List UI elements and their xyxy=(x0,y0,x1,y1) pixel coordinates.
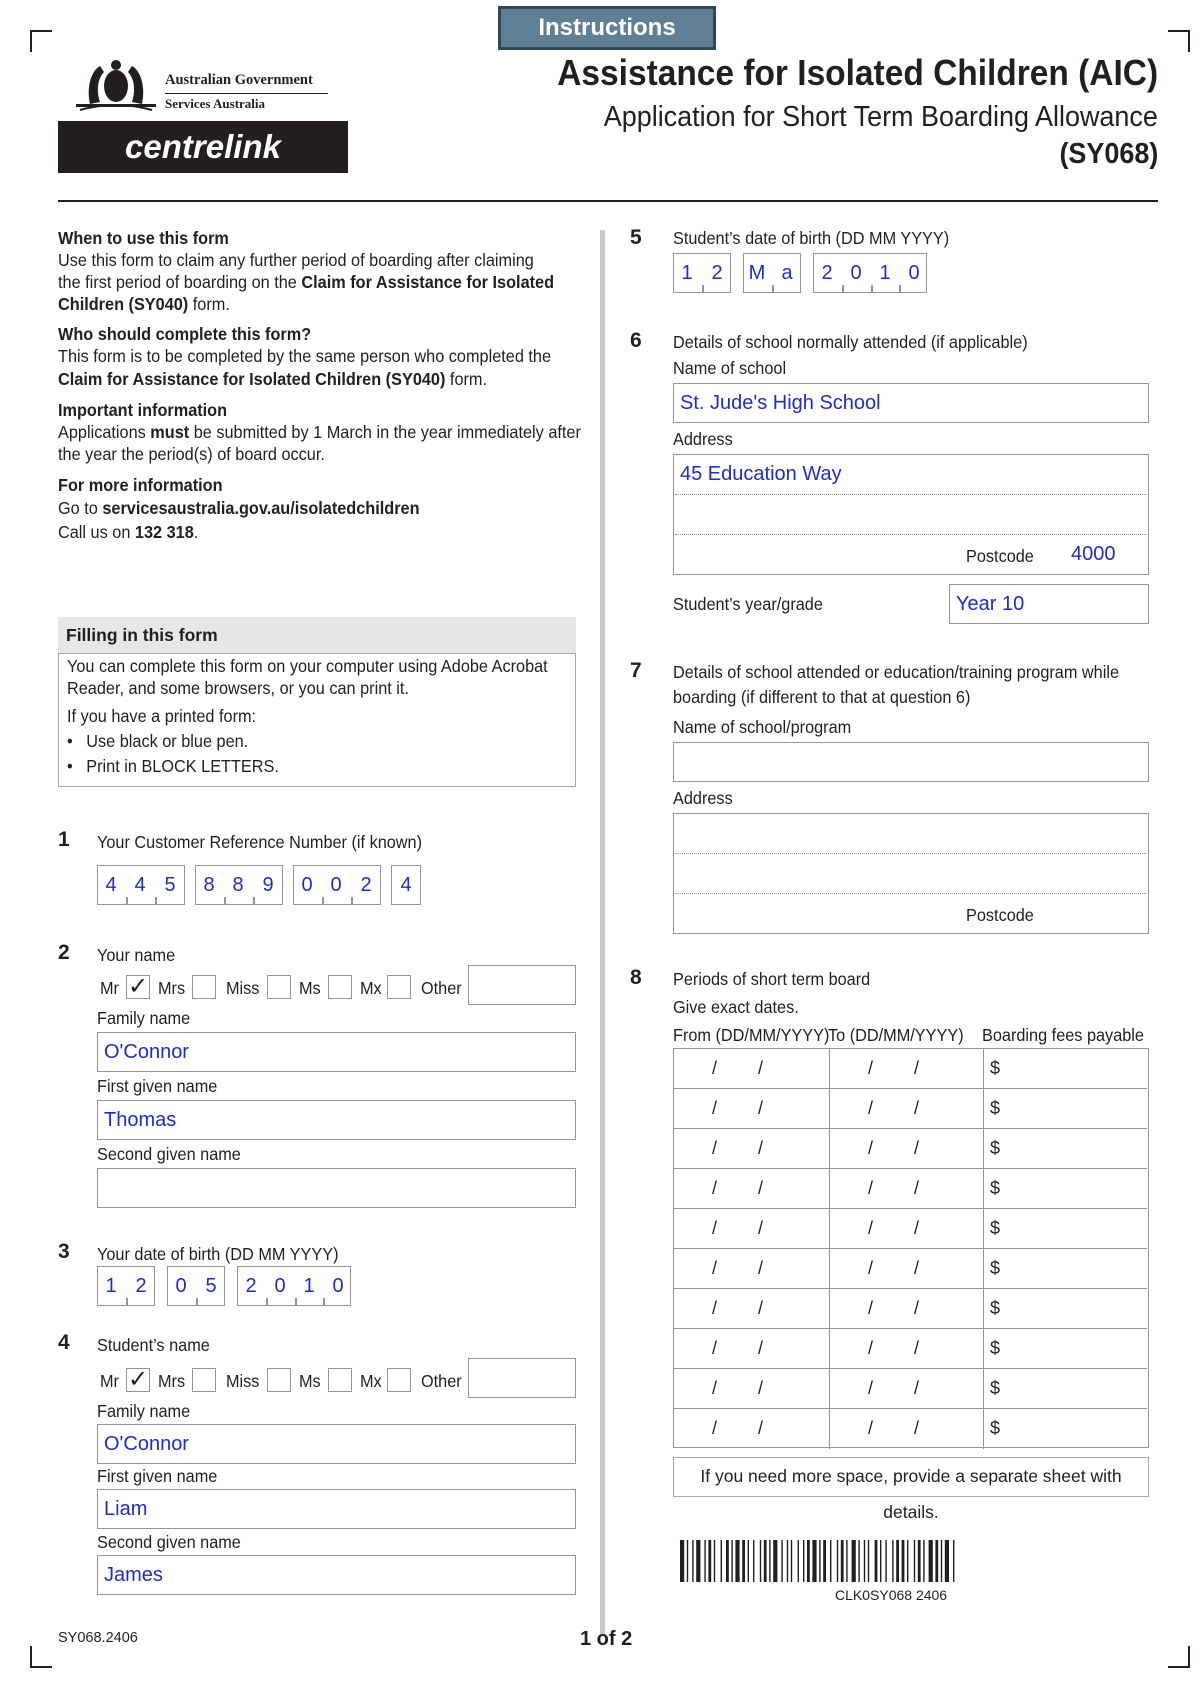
q2-title-other-label: Other xyxy=(421,978,462,998)
q8-number: 8 xyxy=(630,966,642,989)
date-separator: / xyxy=(868,1418,874,1438)
q2-first-value: Thomas xyxy=(104,1109,177,1131)
q5-digit: 1 xyxy=(879,262,891,284)
q4-title-mr-label: Mr xyxy=(100,1371,119,1391)
filling-line2: Reader, and some browsers, or you can print it. xyxy=(67,678,409,698)
phone-number: 132 318 xyxy=(134,522,194,542)
date-separator: / xyxy=(758,1098,764,1118)
barcode-image xyxy=(680,1540,1100,1582)
when-text-line2 xyxy=(58,271,554,293)
q3-digit: 0 xyxy=(332,1275,344,1297)
q4-miss-checkbox[interactable] xyxy=(267,1368,291,1392)
date-separator: / xyxy=(868,1378,874,1398)
q7-label-line1: Details of school attended or education/training program while xyxy=(673,662,1120,682)
q1-number: 1 xyxy=(58,828,70,851)
q5-digit: 2 xyxy=(711,262,723,284)
date-separator: / xyxy=(712,1178,718,1198)
q2-family-value: O'Connor xyxy=(104,1041,189,1063)
date-separator: / xyxy=(914,1218,920,1238)
q2-title-ms-label: Ms xyxy=(299,978,321,998)
q8-label: Periods of short term board xyxy=(673,969,871,989)
call-text: Call us on xyxy=(58,522,131,542)
q3-digit: 2 xyxy=(245,1275,257,1297)
filling-line1: You can complete this form on your computer using Adobe Acrobat xyxy=(67,656,548,676)
q2-mrs-checkbox[interactable] xyxy=(192,975,216,999)
date-separator: / xyxy=(712,1378,718,1398)
filling-bullet2: • Print in BLOCK LETTERS. xyxy=(67,756,279,776)
when-text-line3 xyxy=(58,293,230,315)
crn-digit: 9 xyxy=(262,874,274,896)
centrelink-logo: centrelink xyxy=(58,121,348,173)
crn-digit: 2 xyxy=(360,874,372,896)
header-rule xyxy=(58,200,1158,202)
q3-digit: 0 xyxy=(175,1275,187,1297)
date-separator: / xyxy=(868,1098,874,1118)
q5-label: Student’s date of birth (DD MM YYYY) xyxy=(673,228,950,248)
q2-title-miss-label: Miss xyxy=(226,978,260,998)
crn-digit: 4 xyxy=(134,874,146,896)
check-icon: ✓ xyxy=(127,1366,149,1393)
gov-name-line1: Australian Government xyxy=(165,72,313,88)
date-separator: / xyxy=(758,1418,764,1438)
when-form-name: Claim for Assistance for Isolated xyxy=(301,272,555,292)
q5-digit: a xyxy=(781,262,793,284)
board-fees-field[interactable] xyxy=(984,1289,1147,1329)
q8-col-fees: Boarding fees payable xyxy=(982,1025,1144,1045)
currency-symbol: $ xyxy=(990,1378,1001,1398)
q5-digit: 2 xyxy=(821,262,833,284)
column-divider xyxy=(600,230,605,1635)
board-to-date-field[interactable] xyxy=(830,1289,984,1329)
q7-label-line2: boarding (if different to that at question 6) xyxy=(673,687,971,707)
when-text-end: form. xyxy=(192,294,230,314)
date-separator: / xyxy=(868,1218,874,1238)
filling-bullet1: • Use black or blue pen. xyxy=(67,731,249,751)
date-separator: / xyxy=(914,1098,920,1118)
instructions-button[interactable]: Instructions xyxy=(498,6,716,50)
barcode-text: CLK0SY068 2406 xyxy=(835,1587,948,1603)
q6-label: Details of school normally attended (if applicable) xyxy=(673,332,1028,352)
crn-digit: 5 xyxy=(164,874,176,896)
board-from-date-field[interactable] xyxy=(674,1249,830,1289)
when-text-line1: Use this form to claim any further period of boarding after claiming xyxy=(58,250,534,270)
date-separator: / xyxy=(914,1338,920,1358)
important-line2: the year the period(s) of board occur. xyxy=(58,444,325,464)
q1-label: Your Customer Reference Number (if known) xyxy=(97,832,423,852)
board-period-row xyxy=(674,1369,1147,1409)
q6-school-value: St. Jude's High School xyxy=(680,392,881,414)
date-separator: / xyxy=(758,1338,764,1358)
q4-title-mrs-label: Mrs xyxy=(158,1371,186,1391)
q2-title-mx-label: Mx xyxy=(360,978,382,998)
q7-postcode-label: Postcode xyxy=(966,905,1034,925)
who-text-end: form. xyxy=(449,369,488,389)
q5-digit: 1 xyxy=(681,262,693,284)
gov-name-line2: Services Australia xyxy=(165,96,266,111)
board-fees-field[interactable] xyxy=(984,1129,1147,1169)
q4-ms-checkbox[interactable] xyxy=(328,1368,352,1392)
q5-digit: 0 xyxy=(850,262,862,284)
q8-sub: Give exact dates. xyxy=(673,997,799,1017)
date-separator: / xyxy=(868,1058,874,1078)
coat-of-arms-logo xyxy=(72,56,160,114)
currency-symbol: $ xyxy=(990,1098,1001,1118)
date-separator: / xyxy=(914,1298,920,1318)
board-from-date-field[interactable] xyxy=(674,1289,830,1329)
board-fees-field[interactable] xyxy=(984,1049,1147,1089)
who-text-line2 xyxy=(58,368,487,390)
q7-number: 7 xyxy=(630,659,642,682)
q4-mrs-checkbox[interactable] xyxy=(192,1368,216,1392)
more-info-phone-line xyxy=(58,521,198,543)
crn-digit: 8 xyxy=(203,874,215,896)
board-to-date-field[interactable] xyxy=(830,1049,984,1089)
q3-digit: 1 xyxy=(105,1275,117,1297)
form-title: Assistance for Isolated Children (AIC) xyxy=(557,52,1158,93)
crn-digit: 0 xyxy=(301,874,313,896)
q2-ms-checkbox[interactable] xyxy=(328,975,352,999)
when-heading: When to use this form xyxy=(58,228,229,248)
date-separator: / xyxy=(868,1178,874,1198)
q4-mr-checkbox[interactable] xyxy=(126,1368,150,1392)
more-space-note: If you need more space, provide a separate sheet with details. xyxy=(673,1457,1149,1497)
q2-second-label: Second given name xyxy=(97,1144,241,1164)
important-a: Applications xyxy=(58,422,146,442)
board-to-date-field[interactable] xyxy=(830,1169,984,1209)
date-separator: / xyxy=(758,1138,764,1158)
q4-first-label: First given name xyxy=(97,1466,218,1486)
board-period-row xyxy=(674,1289,1147,1329)
q3-digit: 2 xyxy=(135,1275,147,1297)
q5-number: 5 xyxy=(630,226,642,249)
q5-digit: M xyxy=(748,262,766,284)
q4-second-label: Second given name xyxy=(97,1532,241,1552)
currency-symbol: $ xyxy=(990,1298,1001,1318)
date-separator: / xyxy=(712,1058,718,1078)
board-to-date-field[interactable] xyxy=(830,1209,984,1249)
q6-year-label: Student’s year/grade xyxy=(673,594,823,614)
important-c: be submitted by 1 March in the year immediately after xyxy=(193,422,581,442)
date-separator: / xyxy=(868,1138,874,1158)
crn-digit: 8 xyxy=(232,874,244,896)
board-period-row xyxy=(674,1129,1147,1169)
who-heading: Who should complete this form? xyxy=(58,324,312,344)
q3-digit: 5 xyxy=(205,1275,217,1297)
form-code xyxy=(1059,138,1158,171)
board-from-date-field[interactable] xyxy=(674,1129,830,1169)
q4-second-name-field[interactable] xyxy=(97,1555,576,1595)
board-from-date-field[interactable] xyxy=(674,1409,830,1449)
date-separator: / xyxy=(712,1258,718,1278)
q4-other-title-field[interactable] xyxy=(468,1358,576,1398)
q5-digit: 0 xyxy=(908,262,920,284)
date-separator: / xyxy=(914,1058,920,1078)
date-separator: / xyxy=(914,1258,920,1278)
q4-label: Student’s name xyxy=(97,1335,210,1355)
board-from-date-field[interactable] xyxy=(674,1049,830,1089)
q2-number: 2 xyxy=(58,941,70,964)
q2-family-label: Family name xyxy=(97,1008,191,1028)
more-info-heading: For more information xyxy=(58,475,223,495)
filling-bullet1-text: Use black or blue pen. xyxy=(86,731,249,751)
q3-digit: 1 xyxy=(303,1275,315,1297)
q7-school-label: Name of school/program xyxy=(673,717,852,737)
when-text-a: the first period of boarding on the xyxy=(58,272,297,292)
q6-address-line1: 45 Education Way xyxy=(680,463,842,485)
q4-title-miss-label: Miss xyxy=(226,1371,260,1391)
q2-miss-checkbox[interactable] xyxy=(267,975,291,999)
q2-label: Your name xyxy=(97,945,176,965)
board-to-date-field[interactable] xyxy=(830,1409,984,1449)
crn-digit: 4 xyxy=(105,874,117,896)
board-period-row xyxy=(674,1049,1147,1089)
currency-symbol: $ xyxy=(990,1218,1001,1238)
q6-postcode-label: Postcode xyxy=(966,546,1034,566)
crop-mark-top-right xyxy=(1168,30,1190,52)
board-fees-field[interactable] xyxy=(984,1369,1147,1409)
phone-period: . xyxy=(193,522,199,542)
check-icon: ✓ xyxy=(127,973,149,1000)
q2-title-mr-label: Mr xyxy=(100,978,119,998)
board-fees-field[interactable] xyxy=(984,1089,1147,1129)
board-to-date-field[interactable] xyxy=(830,1129,984,1169)
board-period-row xyxy=(674,1329,1147,1369)
date-separator: / xyxy=(712,1298,718,1318)
q8-col-to: To (DD/MM/YYYY) xyxy=(828,1025,964,1045)
q6-year-value: Year 10 xyxy=(956,593,1025,615)
date-separator: / xyxy=(868,1338,874,1358)
date-separator: / xyxy=(914,1138,920,1158)
q2-title-mrs-label: Mrs xyxy=(158,978,186,998)
q4-first-name-field[interactable] xyxy=(97,1489,576,1529)
date-separator: / xyxy=(758,1058,764,1078)
board-period-row xyxy=(674,1169,1147,1209)
q3-number: 3 xyxy=(58,1240,70,1263)
board-from-date-field[interactable] xyxy=(674,1329,830,1369)
date-separator: / xyxy=(914,1418,920,1438)
board-period-row xyxy=(674,1409,1147,1449)
crn-digit: 4 xyxy=(400,874,412,896)
crop-mark-bottom-right xyxy=(1168,1646,1190,1668)
date-separator: / xyxy=(712,1418,718,1438)
form-code-text: (SY068) xyxy=(1059,138,1158,170)
q4-number: 4 xyxy=(58,1331,70,1354)
date-separator: / xyxy=(758,1298,764,1318)
board-from-date-field[interactable] xyxy=(674,1089,830,1129)
q6-number: 6 xyxy=(630,329,642,352)
q4-first-value: Liam xyxy=(104,1498,148,1520)
board-to-date-field[interactable] xyxy=(830,1249,984,1289)
date-separator: / xyxy=(914,1378,920,1398)
info-url-link[interactable]: servicesaustralia.gov.au/isolatedchildren xyxy=(102,498,420,518)
when-form-code: Children (SY040) xyxy=(58,294,189,314)
date-separator: / xyxy=(758,1178,764,1198)
date-separator: / xyxy=(868,1258,874,1278)
board-period-row xyxy=(674,1249,1147,1289)
filling-bullet2-text: Print in BLOCK LETTERS. xyxy=(86,756,279,776)
currency-symbol: $ xyxy=(990,1338,1001,1358)
q2-first-label: First given name xyxy=(97,1076,218,1096)
date-separator: / xyxy=(712,1138,718,1158)
q3-digit: 0 xyxy=(274,1275,286,1297)
gov-divider xyxy=(165,93,328,94)
crn-digit: 0 xyxy=(330,874,342,896)
currency-symbol: $ xyxy=(990,1178,1001,1198)
date-separator: / xyxy=(758,1378,764,1398)
form-subtitle: Application for Short Term Boarding Allowance xyxy=(603,101,1158,133)
board-fees-field[interactable] xyxy=(984,1249,1147,1289)
q7-address-label: Address xyxy=(673,788,733,808)
crop-mark-bottom-left xyxy=(30,1646,52,1668)
date-separator: / xyxy=(758,1218,764,1238)
board-to-date-field[interactable] xyxy=(830,1089,984,1129)
important-line1 xyxy=(58,421,581,443)
board-fees-field[interactable] xyxy=(984,1209,1147,1249)
q4-family-label: Family name xyxy=(97,1401,191,1421)
board-period-row xyxy=(674,1209,1147,1249)
board-from-date-field[interactable] xyxy=(674,1209,830,1249)
q2-other-title-field[interactable] xyxy=(468,965,576,1005)
date-separator: / xyxy=(914,1178,920,1198)
currency-symbol: $ xyxy=(990,1058,1001,1078)
important-must: must xyxy=(150,422,190,442)
q3-label: Your date of birth (DD MM YYYY) xyxy=(97,1244,339,1264)
board-from-date-field[interactable] xyxy=(674,1169,830,1209)
date-separator: / xyxy=(712,1218,718,1238)
q2-mx-checkbox[interactable] xyxy=(387,975,411,999)
board-fees-field[interactable] xyxy=(984,1409,1147,1449)
board-from-date-field[interactable] xyxy=(674,1369,830,1409)
goto-text: Go to xyxy=(58,498,98,518)
filling-line3: If you have a printed form: xyxy=(67,706,257,726)
board-to-date-field[interactable] xyxy=(830,1329,984,1369)
q8-col-from: From (DD/MM/YYYY) xyxy=(673,1025,830,1045)
who-text-line1: This form is to be completed by the same person who completed the xyxy=(58,346,552,366)
date-separator: / xyxy=(712,1098,718,1118)
crop-mark-top-left xyxy=(30,30,52,52)
date-separator: / xyxy=(712,1338,718,1358)
currency-symbol: $ xyxy=(990,1258,1001,1278)
q2-mr-checkbox[interactable] xyxy=(126,975,150,999)
form-id: SY068.2406 xyxy=(58,1630,138,1646)
q2-second-name-field[interactable] xyxy=(97,1168,576,1208)
page-number: 1 of 2 xyxy=(580,1628,633,1650)
q4-title-mx-label: Mx xyxy=(360,1371,382,1391)
q4-title-other-label: Other xyxy=(421,1371,462,1391)
q7-address-field[interactable] xyxy=(673,813,1149,934)
date-separator: / xyxy=(868,1298,874,1318)
board-to-date-field[interactable] xyxy=(830,1369,984,1409)
who-form-name: Claim for Assistance for Isolated Children (SY040) xyxy=(58,369,446,389)
q4-family-value: O'Connor xyxy=(104,1433,189,1455)
more-info-url-line xyxy=(58,497,420,519)
date-separator: / xyxy=(758,1258,764,1278)
board-fees-field[interactable] xyxy=(984,1169,1147,1209)
board-period-row xyxy=(674,1089,1147,1129)
currency-symbol: $ xyxy=(990,1138,1001,1158)
board-periods-table xyxy=(673,1048,1149,1448)
q6-address-label: Address xyxy=(673,429,733,449)
q4-second-value: James xyxy=(104,1564,163,1586)
board-fees-field[interactable] xyxy=(984,1329,1147,1369)
q7-school-field[interactable] xyxy=(673,742,1149,782)
q4-mx-checkbox[interactable] xyxy=(387,1368,411,1392)
q6-school-label: Name of school xyxy=(673,358,787,378)
important-heading: Important information xyxy=(58,400,228,420)
currency-symbol: $ xyxy=(990,1418,1001,1438)
q4-title-ms-label: Ms xyxy=(299,1371,321,1391)
q6-postcode-value: 4000 xyxy=(1071,543,1116,565)
filling-heading: Filling in this form xyxy=(58,617,576,653)
